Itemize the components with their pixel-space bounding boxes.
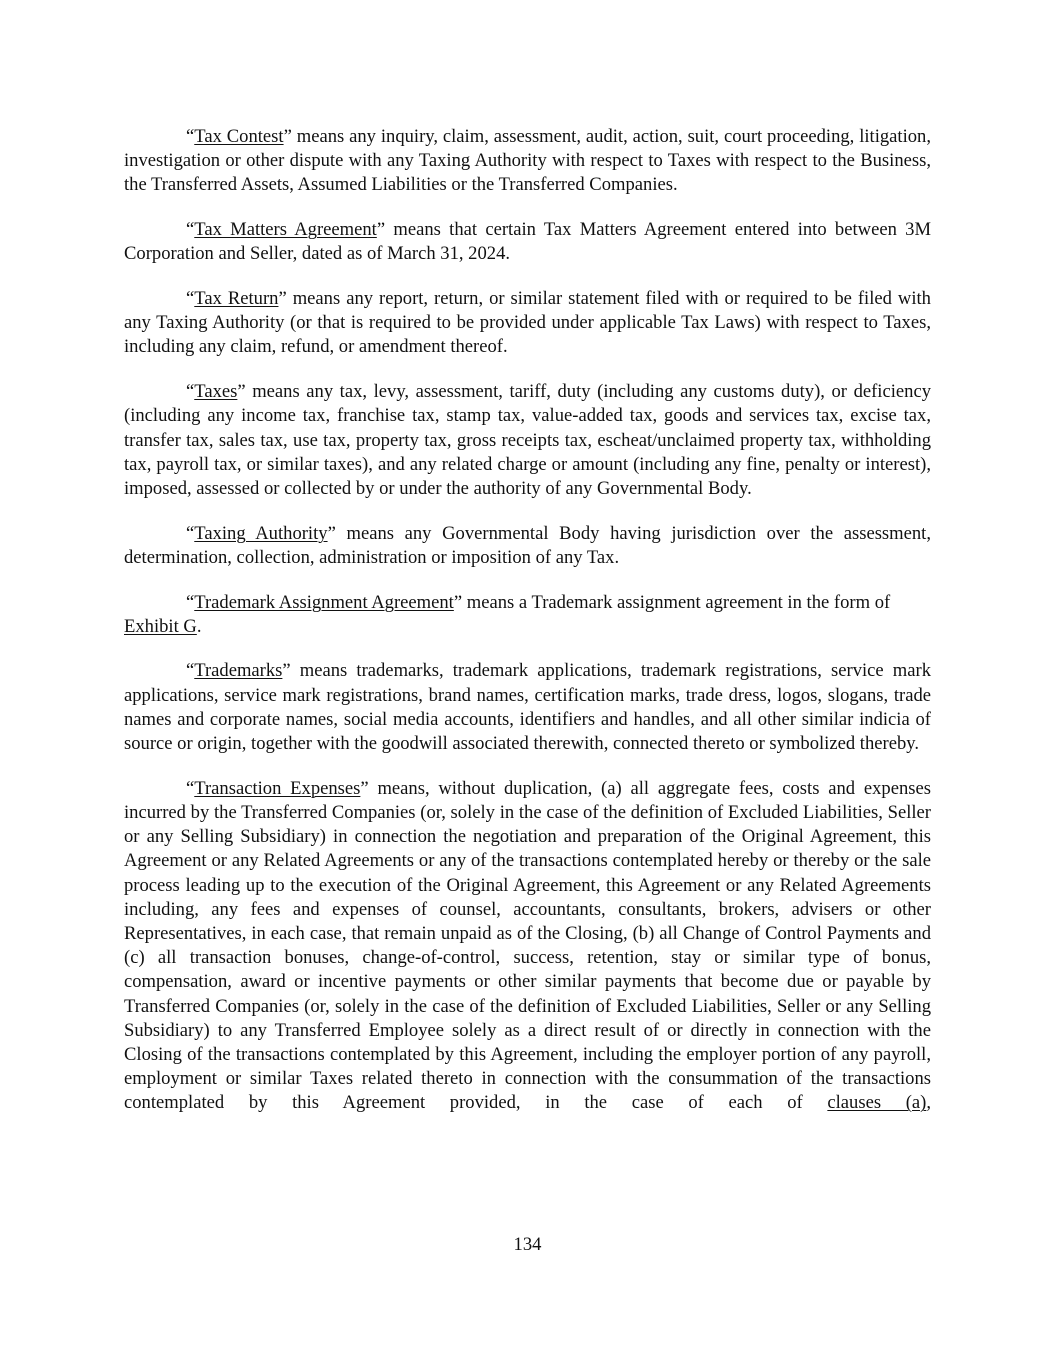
definition-transaction-expenses xyxy=(124,777,931,1116)
definition-tax-return xyxy=(124,287,931,360)
definition-taxing-authority xyxy=(124,522,931,570)
defined-term: Trademark Assignment Agreement xyxy=(194,591,454,613)
definition-tax-matters-agreement xyxy=(124,218,931,266)
quote-open: “ xyxy=(186,522,195,544)
quote-open: “ xyxy=(186,777,195,799)
defined-term: Tax Matters Agreement xyxy=(194,219,377,241)
quote-close: ” xyxy=(237,381,246,403)
quote-close: ” xyxy=(376,219,386,241)
quote-close: ” xyxy=(360,777,369,799)
definition-trademark-assignment-agreement xyxy=(124,591,931,639)
definition-body: means a Trademark assignment agreement in the form of xyxy=(462,591,891,613)
definition-tax-contest xyxy=(124,125,931,198)
document-page xyxy=(124,125,931,1116)
defined-term: Taxing Authority xyxy=(194,522,328,544)
definition-body-end: . xyxy=(196,615,202,637)
clauses-a-link[interactable]: clauses (a) xyxy=(827,1092,927,1114)
definition-body: means any inquiry, claim, assessment, audit, action, suit, court proceeding, litigation, investigation or other dispute with any Taxing Authority with respect to Taxes with respect to the Business, the Transferred Assets, Assumed Liabilities or the Transferred Companies. xyxy=(124,126,931,196)
quote-open: “ xyxy=(186,126,195,147)
definition-body: means trademarks, trademark applications, trademark registrations, service mark applications, service mark registrations, brand names, certification marks, trade dress, logos, slogans, trade names and corporate names, social media accounts, identifiers and handles, and all other similar indicia of source or origin, together with the goodwill associated therewith, connected thereto or symbolized thereby. xyxy=(124,660,931,755)
quote-close: ” xyxy=(327,522,336,544)
defined-term: Taxes xyxy=(194,381,238,403)
quote-open: “ xyxy=(186,660,195,682)
exhibit-g-link[interactable]: Exhibit G xyxy=(124,615,197,637)
quote-close: ” xyxy=(453,591,463,613)
defined-term: Tax Contest xyxy=(194,126,284,147)
definition-body: means any Governmental Body having jurisdiction over the assessment, determination, collection, administration or imposition of any Tax. xyxy=(124,522,931,568)
quote-open: “ xyxy=(186,288,195,310)
definition-body: means any report, return, or similar statement filed with or required to be filed with any Taxing Authority (or that is required to be provided under applicable Tax Laws) with respect to Taxes, including any claim, refund, or amendment thereof. xyxy=(124,288,931,358)
quote-close: ” xyxy=(282,660,291,682)
quote-open: “ xyxy=(186,381,195,403)
definition-body: means, without duplication, (a) all aggregate fees, costs and expenses incurred by the Transferred Companies (or, solely in the case of the definition of Excluded Liabilities, Seller or any Selling Subsidiary) in connection the negotiation and preparation of the Original Agreement, this Agreement or any Related Agreements or any of the transactions contemplated hereby or thereby or the sale process leading up to the execution of the Original Agreement, this Agreement or any Related Agreements including, any fees and expenses of counsel, accountants, consultants, brokers, advisers or other Representatives, in each case, that remain unpaid as of the Closing, (b) all Change of Control Payments and (c) all transaction bonuses, change-of-control, success, retention, stay or similar type of bonus, compensation, award or incentive payments or other similar payments that become due or payable by Transferred Companies (or, solely in the case of the definition of Excluded Liabilities, Seller or any Selling Subsidiary) to any Transferred Employee solely as a direct result of or directly in connection with the Closing of the transactions contemplated by this Agreement, including the employer portion of any payroll, employment or similar Taxes related thereto in connection with the consummation of the transactions contemplated by this Agreement provided, in the case of each of xyxy=(124,777,931,1114)
defined-term: Transaction Expenses xyxy=(194,777,361,799)
page-number: 134 xyxy=(513,1234,542,1255)
definition-body: means any tax, levy, assessment, tariff, duty (including any customs duty), or deficiency (including any income tax, franchise tax, stamp tax, value-added tax, goods and services tax, excise tax, transfer tax, sales tax, use tax, property tax, gross receipts tax, escheat/unclaimed property tax, withholding tax, payroll tax, or similar taxes), and any related charge or amount (including any fine, penalty or interest), imposed, assessed or collected by or under the authority of any Governmental Body. xyxy=(124,381,931,499)
quote-close: ” xyxy=(278,288,287,310)
definition-taxes xyxy=(124,380,931,501)
quote-open: “ xyxy=(186,219,195,241)
quote-open: “ xyxy=(186,591,195,613)
quote-close: ” xyxy=(283,126,292,147)
defined-term: Tax Return xyxy=(194,288,279,310)
defined-term: Trademarks xyxy=(194,660,283,682)
definition-trademarks xyxy=(124,659,931,756)
definition-body-end: , xyxy=(926,1092,932,1114)
definition-body: means that certain Tax Matters Agreement entered into between 3M Corporation and Seller, dated as of March 31, 2024. xyxy=(124,219,931,265)
